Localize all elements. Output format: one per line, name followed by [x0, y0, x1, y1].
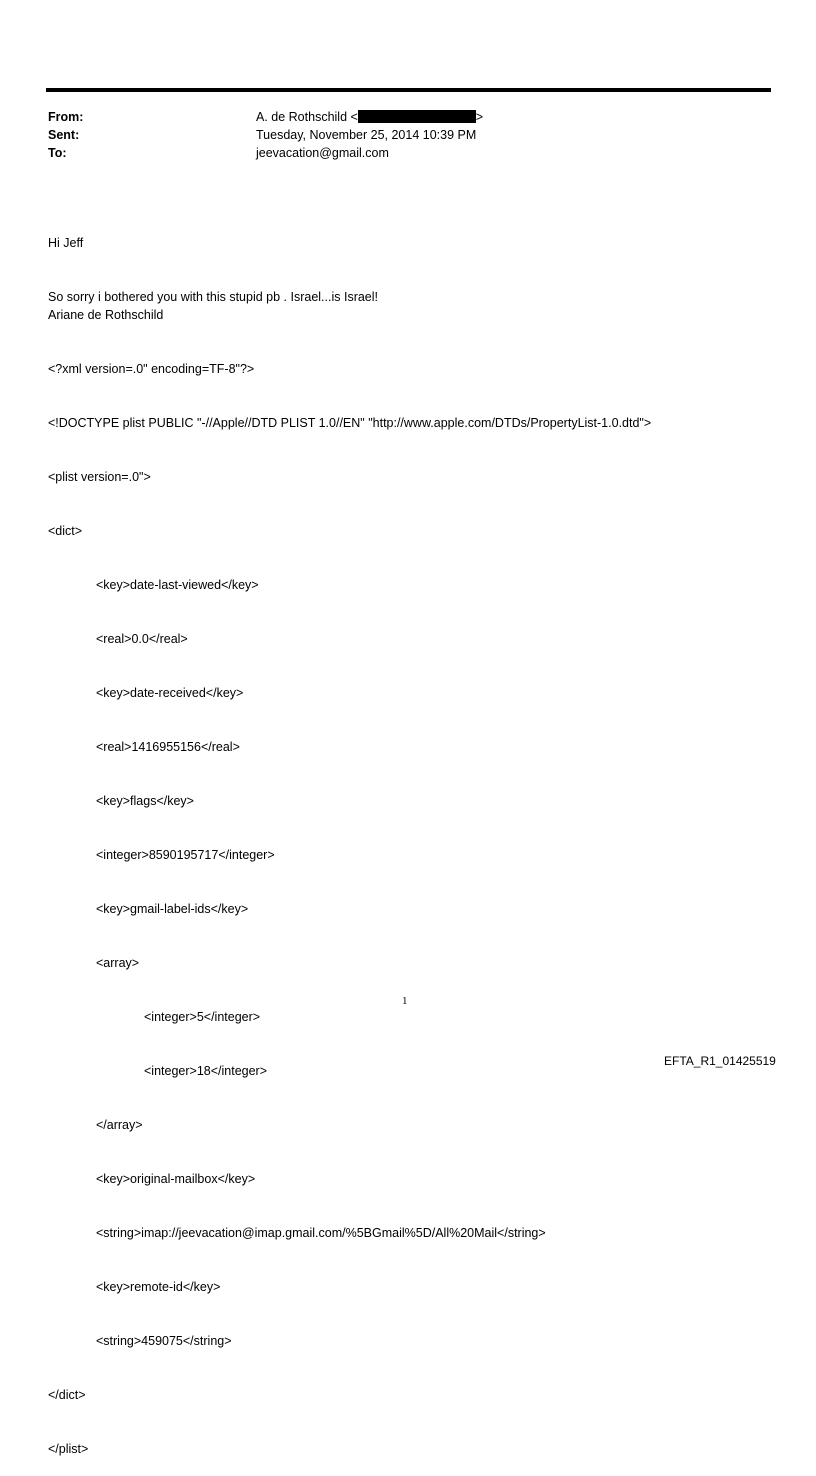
to-value: jeevacation@gmail.com	[256, 146, 389, 160]
from-name: A. de Rothschild <	[256, 110, 358, 124]
redaction-box	[358, 110, 476, 123]
plist-line: <key>remote-id</key>	[96, 1280, 221, 1294]
plist-line: </dict>	[48, 1388, 86, 1402]
plist-line: <string>imap://jeevacation@imap.gmail.com/%5BGmail%5D/All%20Mail</string>	[96, 1226, 546, 1240]
plist-line: <real>0.0</real>	[96, 632, 188, 646]
greeting: Hi Jeff	[48, 236, 84, 250]
plist-line: </array>	[96, 1118, 143, 1132]
signature: Ariane de Rothschild	[48, 308, 164, 322]
plist-line: <key>date-received</key>	[96, 686, 244, 700]
plist-line: <string>459075</string>	[96, 1334, 232, 1348]
body-text: So sorry i bothered you with this stupid pb . Israel...is Israel!	[48, 290, 379, 304]
plist-line: <integer>8590195717</integer>	[96, 848, 275, 862]
from-suffix: >	[475, 110, 484, 124]
plist-line: <integer>18</integer>	[144, 1064, 268, 1078]
plist-line: <?xml version=.0" encoding=TF-8"?>	[48, 362, 255, 376]
signature-and-plist	[48, 270, 651, 1476]
plist-line: <real>1416955156</real>	[96, 740, 240, 754]
header-rule	[46, 88, 771, 92]
plist-line: <key>gmail-label-ids</key>	[96, 902, 249, 916]
plist-line: <plist version=.0">	[48, 470, 151, 484]
plist-line: <key>original-mailbox</key>	[96, 1172, 256, 1186]
from-label: From:	[48, 110, 84, 124]
plist-line: <!DOCTYPE plist PUBLIC "-//Apple//DTD PLIST 1.0//EN" "http://www.apple.com/DTDs/PropertyList-1.0.dtd">	[48, 416, 652, 430]
sent-value: Tuesday, November 25, 2014 10:39 PM	[256, 128, 477, 142]
plist-line: <dict>	[48, 524, 83, 538]
from-value	[256, 108, 483, 126]
document-id: EFTA_R1_01425519	[664, 1054, 776, 1068]
plist-line: <integer>5</integer>	[144, 1010, 261, 1024]
page-number: 1	[402, 995, 408, 1007]
plist-line: </plist>	[48, 1442, 89, 1456]
to-label: To:	[48, 146, 67, 160]
plist-line: <key>date-last-viewed</key>	[96, 578, 259, 592]
plist-line: <key>flags</key>	[96, 794, 194, 808]
sent-label: Sent:	[48, 128, 80, 142]
plist-line: <array>	[96, 956, 140, 970]
